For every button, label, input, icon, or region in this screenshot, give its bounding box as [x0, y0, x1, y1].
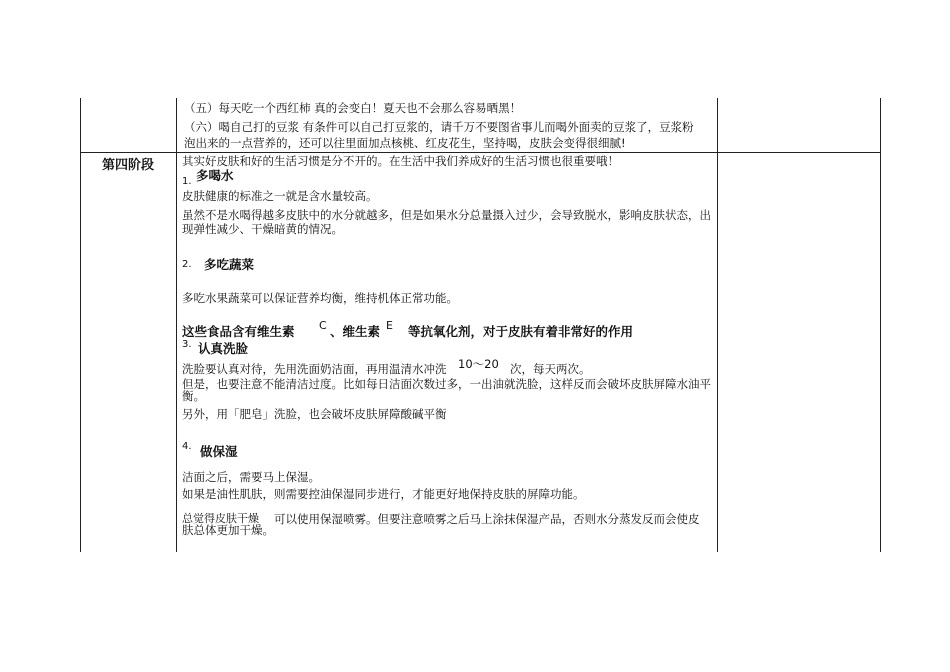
row1-line2: （六）喝自己打的豆浆 有条件可以自己打豆浆的，请千万不要图省事儿而喝外面卖的豆浆了，豆浆粉 — [184, 120, 694, 134]
item4-line4: 肤总体更加干燥。 — [182, 523, 274, 537]
item3-wash-a: 洗脸要认真对待，先用洗面奶洁面，再用温清水冲洗 — [182, 362, 447, 376]
item4-line3-b: 可以使用保湿喷雾。但要注意喷雾之后马上涂抹保湿产品，否则水分蒸发反而会使皮 — [274, 512, 700, 526]
item2-line1: 多吃水果蔬菜可以保证营养均衡，维持机体正常功能。 — [182, 291, 458, 305]
table-border-col1 — [176, 98, 177, 552]
vitamin-e: E — [386, 319, 393, 332]
vitamin-c: C — [319, 319, 327, 332]
row1-line3: 泡出来的一点营养的，还可以往里面加点核桃、红皮花生，坚持喝，皮肤会变得很细腻! — [184, 136, 626, 150]
item3-paragraph: 但是，也要注意不能清洁过度。比如每日洁面次数过多，一出油就洗脸，这样反而会破坏皮肤屏障水油平衡。 — [182, 377, 711, 403]
table-border-col2 — [717, 98, 718, 552]
row1-line1: （五）每天吃一个西红柿 真的会变白！夏天也不会那么容易晒黑！ — [184, 101, 522, 115]
table-border-right — [880, 98, 881, 552]
item4-line3-a: 总觉得皮肤干燥 — [182, 512, 259, 525]
item4-number: 4. — [182, 441, 192, 452]
table-row-separator — [80, 152, 881, 153]
item1-line1: 皮肤健康的标准之一就是含水量较高。 — [182, 189, 378, 203]
item2-title: 多吃蔬菜 — [204, 257, 255, 272]
item4-line2: 如果是油性肌肤，则需要控油保湿同步进行，才能更好地保持皮肤的屏障功能。 — [182, 487, 585, 501]
item3-wash-range: 10～20 — [458, 357, 499, 371]
item3-line3: 另外，用「肥皂」洗脸，也会破坏皮肤屏障酸碱平衡 — [182, 407, 447, 421]
item2-number: 2. — [182, 259, 192, 270]
vitamin-text-c: 等抗氧化剂，对于皮肤有着非常好的作用 — [408, 324, 634, 339]
content-table — [80, 98, 881, 552]
item1-title: 多喝水 — [196, 168, 234, 183]
item3-wash-b: 次，每天两次。 — [510, 362, 591, 376]
item4-line1: 洁面之后，需要马上保湿。 — [182, 470, 320, 484]
stage-intro: 其实好皮肤和好的生活习惯是分不开的。在生活中我们养成好的生活习惯也很重要哦！ — [182, 154, 619, 168]
item3-number: 3. — [182, 339, 192, 350]
item4-title: 做保湿 — [200, 444, 238, 459]
vitamin-text-b: 、维生素 — [330, 324, 381, 339]
stage-label: 第四阶段 — [102, 158, 155, 173]
table-border-left — [80, 98, 81, 552]
item1-paragraph: 虽然不是水喝得越多皮肤中的水分就越多，但是如果水分总量摄入过少，会导致脱水，影响皮肤状态，出现弹性减少、干燥暗黄的情况。 — [182, 208, 711, 236]
item3-title: 认真洗脸 — [198, 341, 249, 356]
item1-number: 1. — [182, 176, 192, 187]
vitamin-text-a: 这些食品含有维生素 — [182, 324, 295, 339]
